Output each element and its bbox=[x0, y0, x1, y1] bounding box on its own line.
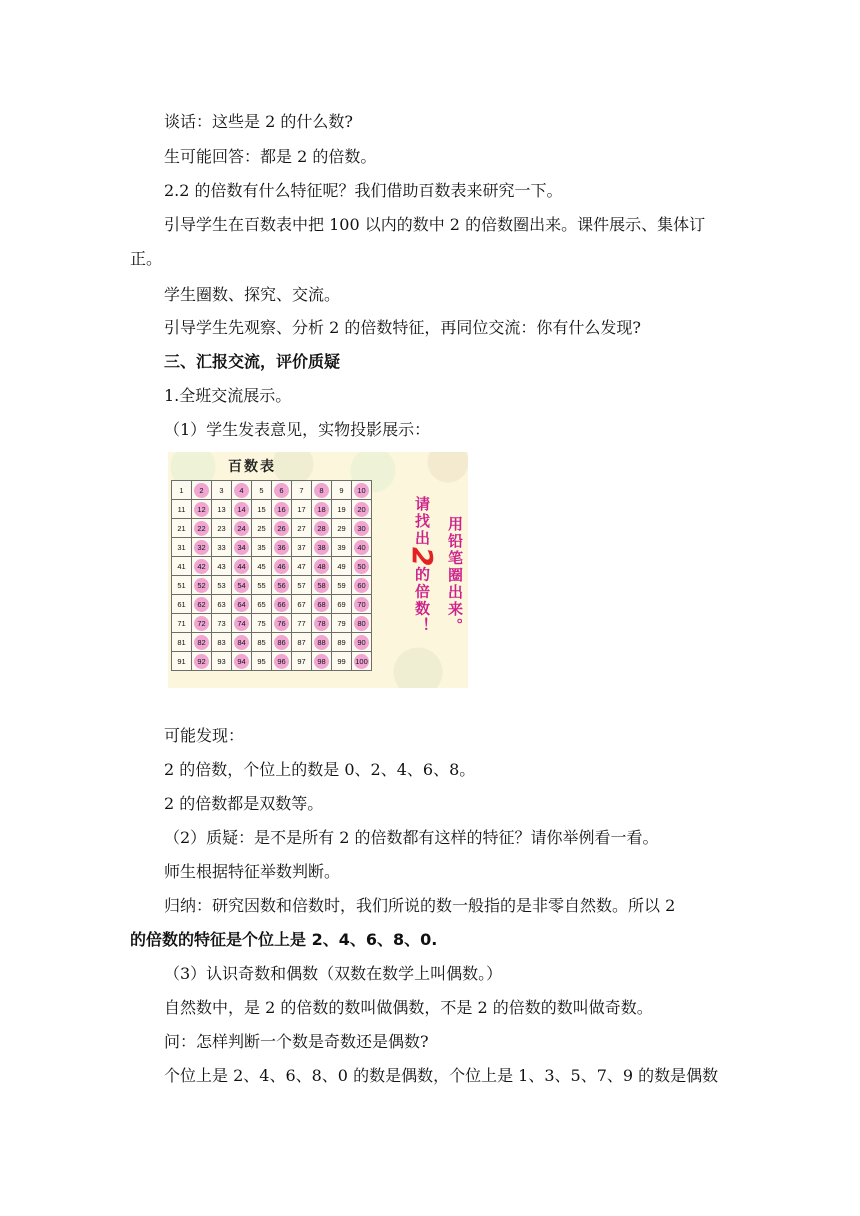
prompt-find: 请找出2的倍数！ bbox=[406, 496, 439, 635]
grid-cell bbox=[212, 500, 232, 519]
grid-number: 47 bbox=[297, 561, 306, 571]
grid-number: 89 bbox=[337, 637, 346, 647]
text-line: 2.2 的倍数有什么特征呢？我们借助百数表来研究一下。 bbox=[164, 181, 563, 200]
grid-number: 19 bbox=[337, 504, 346, 514]
grid-number: 54 bbox=[234, 578, 249, 593]
grid-cell bbox=[192, 633, 212, 652]
grid-cell bbox=[232, 652, 252, 671]
grid-number: 76 bbox=[274, 616, 289, 631]
grid-number: 21 bbox=[177, 523, 186, 533]
grid-cell bbox=[312, 500, 332, 519]
grid-number: 73 bbox=[217, 618, 226, 628]
grid-cell bbox=[312, 576, 332, 595]
grid-cell bbox=[312, 557, 332, 576]
grid-number: 79 bbox=[337, 618, 346, 628]
grid-number: 37 bbox=[297, 542, 306, 552]
grid-number: 59 bbox=[337, 580, 346, 590]
grid-cell bbox=[252, 557, 272, 576]
grid-cell bbox=[332, 595, 352, 614]
grid-number: 28 bbox=[314, 521, 329, 536]
grid-number: 72 bbox=[194, 616, 209, 631]
hundred-grid bbox=[171, 480, 372, 671]
grid-cell bbox=[212, 633, 232, 652]
grid-number: 42 bbox=[194, 559, 209, 574]
grid-number: 74 bbox=[234, 616, 249, 631]
text-line: （3）认识奇数和偶数（双数在数学上叫偶数。） bbox=[164, 964, 503, 983]
grid-cell bbox=[172, 595, 192, 614]
grid-number: 29 bbox=[337, 523, 346, 533]
grid-cell bbox=[292, 614, 312, 633]
grid-cell bbox=[212, 481, 232, 500]
grid-number: 44 bbox=[234, 559, 249, 574]
grid-number: 46 bbox=[274, 559, 289, 574]
grid-number: 17 bbox=[297, 504, 306, 514]
grid-number: 86 bbox=[274, 635, 289, 650]
grid-cell bbox=[312, 595, 332, 614]
grid-number: 45 bbox=[257, 561, 266, 571]
grid-number: 88 bbox=[314, 635, 329, 650]
grid-cell bbox=[252, 652, 272, 671]
grid-number: 85 bbox=[257, 637, 266, 647]
grid-row bbox=[172, 614, 372, 633]
grid-number: 62 bbox=[194, 597, 209, 612]
grid-number: 98 bbox=[314, 654, 329, 669]
grid-cell bbox=[192, 576, 212, 595]
grid-cell bbox=[292, 595, 312, 614]
grid-number: 40 bbox=[354, 540, 369, 555]
grid-number: 38 bbox=[314, 540, 329, 555]
grid-number: 95 bbox=[257, 656, 266, 666]
hundred-chart-image bbox=[168, 452, 468, 688]
grid-number: 82 bbox=[194, 635, 209, 650]
grid-number: 6 bbox=[274, 483, 289, 498]
grid-cell bbox=[192, 500, 212, 519]
grid-cell bbox=[332, 557, 352, 576]
grid-number: 26 bbox=[274, 521, 289, 536]
grid-cell bbox=[272, 576, 292, 595]
grid-cell bbox=[212, 519, 232, 538]
grid-cell bbox=[272, 481, 292, 500]
grid-cell bbox=[312, 614, 332, 633]
text-line: 谈话：这些是 2 的什么数? bbox=[164, 112, 353, 131]
grid-cell bbox=[232, 595, 252, 614]
text-line: 1.全班交流展示。 bbox=[164, 386, 292, 405]
grid-cell bbox=[232, 633, 252, 652]
grid-cell bbox=[272, 633, 292, 652]
grid-cell bbox=[172, 652, 192, 671]
grid-number: 16 bbox=[274, 502, 289, 517]
grid-number: 69 bbox=[337, 599, 346, 609]
grid-row bbox=[172, 519, 372, 538]
grid-number: 43 bbox=[217, 561, 226, 571]
grid-cell bbox=[312, 519, 332, 538]
grid-cell bbox=[352, 538, 372, 557]
grid-cell bbox=[292, 652, 312, 671]
grid-number: 99 bbox=[337, 656, 346, 666]
grid-row bbox=[172, 633, 372, 652]
grid-cell bbox=[312, 538, 332, 557]
grid-cell bbox=[332, 652, 352, 671]
grid-number: 58 bbox=[314, 578, 329, 593]
grid-number: 49 bbox=[337, 561, 346, 571]
grid-number: 56 bbox=[274, 578, 289, 593]
grid-number: 70 bbox=[354, 597, 369, 612]
grid-cell bbox=[192, 557, 212, 576]
grid-number: 84 bbox=[234, 635, 249, 650]
grid-cell bbox=[292, 633, 312, 652]
grid-number: 67 bbox=[297, 599, 306, 609]
grid-number: 93 bbox=[217, 656, 226, 666]
grid-cell bbox=[332, 538, 352, 557]
text-line: 归纳：研究因数和倍数时，我们所说的数一般指的是非零自然数。所以 2 bbox=[164, 896, 676, 915]
grid-number: 100 bbox=[354, 654, 369, 669]
grid-cell bbox=[352, 633, 372, 652]
grid-cell bbox=[232, 500, 252, 519]
grid-number: 64 bbox=[234, 597, 249, 612]
grid-number: 39 bbox=[337, 542, 346, 552]
grid-cell bbox=[332, 500, 352, 519]
prompt-circle: 用铅笔圈出来。 bbox=[446, 516, 464, 635]
grid-cell bbox=[352, 500, 372, 519]
grid-number: 12 bbox=[194, 502, 209, 517]
grid-number: 77 bbox=[297, 618, 306, 628]
grid-cell bbox=[192, 519, 212, 538]
grid-cell bbox=[252, 481, 272, 500]
text-line: （2）质疑：是不是所有 2 的倍数都有这样的特征？请你举例看一看。 bbox=[164, 828, 659, 847]
grid-cell bbox=[272, 538, 292, 557]
grid-number: 10 bbox=[354, 483, 369, 498]
grid-number: 33 bbox=[217, 542, 226, 552]
text-line: 个位上是 2、4、6、8、0 的数是偶数，个位上是 1、3、5、7、9 的数是偶数 bbox=[164, 1066, 719, 1085]
grid-cell bbox=[272, 557, 292, 576]
grid-number: 75 bbox=[257, 618, 266, 628]
grid-cell bbox=[212, 614, 232, 633]
text-line: 2 的倍数都是双数等。 bbox=[164, 794, 324, 813]
grid-cell bbox=[272, 652, 292, 671]
grid-cell bbox=[172, 576, 192, 595]
grid-cell bbox=[292, 519, 312, 538]
grid-row bbox=[172, 557, 372, 576]
grid-cell bbox=[232, 614, 252, 633]
grid-number: 32 bbox=[194, 540, 209, 555]
grid-number: 2 bbox=[194, 483, 209, 498]
grid-number: 81 bbox=[177, 637, 186, 647]
grid-cell bbox=[332, 614, 352, 633]
grid-number: 61 bbox=[177, 599, 186, 609]
grid-cell bbox=[172, 633, 192, 652]
grid-cell bbox=[312, 633, 332, 652]
grid-number: 63 bbox=[217, 599, 226, 609]
grid-cell bbox=[212, 557, 232, 576]
grid-row bbox=[172, 576, 372, 595]
grid-number: 20 bbox=[354, 502, 369, 517]
grid-cell bbox=[332, 481, 352, 500]
grid-cell bbox=[292, 538, 312, 557]
grid-number: 96 bbox=[274, 654, 289, 669]
grid-row bbox=[172, 652, 372, 671]
grid-number: 24 bbox=[234, 521, 249, 536]
text-line: 学生圈数、探究、交流。 bbox=[164, 285, 341, 304]
text-line-bold: 的倍数的特征是个位上是 2、4、6、8、0. bbox=[130, 930, 438, 949]
grid-number: 52 bbox=[194, 578, 209, 593]
grid-cell bbox=[172, 614, 192, 633]
grid-number: 1 bbox=[179, 485, 184, 495]
grid-number: 53 bbox=[217, 580, 226, 590]
grid-number: 7 bbox=[299, 485, 304, 495]
grid-number: 57 bbox=[297, 580, 306, 590]
chart-title: 百数表 bbox=[228, 459, 276, 475]
grid-cell bbox=[192, 481, 212, 500]
grid-number: 50 bbox=[354, 559, 369, 574]
text-line: 自然数中，是 2 的倍数的数叫做偶数，不是 2 的倍数的数叫做奇数。 bbox=[164, 998, 653, 1017]
grid-cell bbox=[232, 576, 252, 595]
grid-cell bbox=[252, 519, 272, 538]
grid-cell bbox=[252, 538, 272, 557]
grid-cell bbox=[312, 652, 332, 671]
grid-cell bbox=[232, 481, 252, 500]
grid-cell bbox=[272, 595, 292, 614]
grid-cell bbox=[352, 519, 372, 538]
grid-number: 34 bbox=[234, 540, 249, 555]
grid-cell bbox=[272, 614, 292, 633]
grid-number: 51 bbox=[177, 580, 186, 590]
grid-cell bbox=[212, 538, 232, 557]
grid-cell bbox=[352, 576, 372, 595]
text-line: 师生根据特征举数判断。 bbox=[164, 862, 341, 881]
grid-number: 31 bbox=[177, 542, 186, 552]
grid-number: 18 bbox=[314, 502, 329, 517]
grid-cell bbox=[312, 481, 332, 500]
text-line: 正。 bbox=[130, 249, 163, 268]
grid-cell bbox=[332, 576, 352, 595]
grid-cell bbox=[352, 481, 372, 500]
grid-cell bbox=[352, 652, 372, 671]
grid-cell bbox=[212, 652, 232, 671]
grid-cell bbox=[212, 576, 232, 595]
grid-number: 94 bbox=[234, 654, 249, 669]
grid-number: 91 bbox=[177, 656, 186, 666]
text-line: 可能发现： bbox=[164, 726, 245, 745]
grid-number: 80 bbox=[354, 616, 369, 631]
grid-number: 22 bbox=[194, 521, 209, 536]
grid-cell bbox=[332, 633, 352, 652]
text-line: 问：怎样判断一个数是奇数还是偶数? bbox=[164, 1032, 429, 1051]
grid-cell bbox=[192, 538, 212, 557]
grid-cell bbox=[292, 481, 312, 500]
grid-cell bbox=[352, 595, 372, 614]
grid-number: 9 bbox=[339, 485, 344, 495]
grid-number: 35 bbox=[257, 542, 266, 552]
grid-cell bbox=[352, 614, 372, 633]
grid-number: 8 bbox=[314, 483, 329, 498]
text-line: （1）学生发表意见，实物投影展示： bbox=[164, 420, 431, 439]
grid-number: 11 bbox=[177, 504, 186, 514]
grid-cell bbox=[172, 557, 192, 576]
grid-cell bbox=[232, 538, 252, 557]
grid-number: 66 bbox=[274, 597, 289, 612]
grid-number: 90 bbox=[354, 635, 369, 650]
text-line: 引导学生先观察、分析 2 的倍数特征，再同位交流：你有什么发现? bbox=[164, 318, 641, 337]
grid-cell bbox=[252, 595, 272, 614]
grid-row bbox=[172, 481, 372, 500]
text-line: 2 的倍数，个位上的数是 0、2、4、6、8。 bbox=[164, 760, 476, 779]
grid-number: 48 bbox=[314, 559, 329, 574]
grid-cell bbox=[232, 557, 252, 576]
grid-number: 30 bbox=[354, 521, 369, 536]
grid-number: 60 bbox=[354, 578, 369, 593]
grid-cell bbox=[332, 519, 352, 538]
grid-number: 97 bbox=[297, 656, 306, 666]
grid-cell bbox=[172, 538, 192, 557]
grid-number: 23 bbox=[217, 523, 226, 533]
grid-number: 3 bbox=[219, 485, 224, 495]
grid-number: 68 bbox=[314, 597, 329, 612]
grid-number: 71 bbox=[177, 618, 186, 628]
text-line: 引导学生在百数表中把 100 以内的数中 2 的倍数圈出来。课件展示、集体订 bbox=[164, 215, 706, 234]
grid-cell bbox=[212, 595, 232, 614]
grid-cell bbox=[192, 614, 212, 633]
grid-number: 5 bbox=[259, 485, 264, 495]
grid-number: 78 bbox=[314, 616, 329, 631]
grid-cell bbox=[292, 557, 312, 576]
grid-cell bbox=[292, 576, 312, 595]
grid-number: 4 bbox=[234, 483, 249, 498]
grid-row bbox=[172, 595, 372, 614]
grid-cell bbox=[192, 652, 212, 671]
grid-cell bbox=[172, 481, 192, 500]
grid-cell bbox=[252, 500, 272, 519]
grid-number: 55 bbox=[257, 580, 266, 590]
grid-number: 25 bbox=[257, 523, 266, 533]
grid-cell bbox=[252, 614, 272, 633]
grid-row bbox=[172, 538, 372, 557]
grid-number: 65 bbox=[257, 599, 266, 609]
grid-number: 27 bbox=[297, 523, 306, 533]
grid-cell bbox=[352, 557, 372, 576]
grid-number: 87 bbox=[297, 637, 306, 647]
grid-cell bbox=[172, 519, 192, 538]
grid-number: 14 bbox=[234, 502, 249, 517]
grid-cell bbox=[232, 519, 252, 538]
grid-number: 41 bbox=[177, 561, 186, 571]
grid-cell bbox=[192, 595, 212, 614]
grid-number: 83 bbox=[217, 637, 226, 647]
section-heading: 三、汇报交流，评价质疑 bbox=[164, 352, 341, 371]
grid-cell bbox=[252, 633, 272, 652]
grid-number: 13 bbox=[217, 504, 226, 514]
grid-number: 36 bbox=[274, 540, 289, 555]
grid-number: 92 bbox=[194, 654, 209, 669]
grid-cell bbox=[252, 576, 272, 595]
grid-cell bbox=[272, 500, 292, 519]
grid-cell bbox=[292, 500, 312, 519]
grid-cell bbox=[272, 519, 292, 538]
grid-cell bbox=[172, 500, 192, 519]
grid-number: 15 bbox=[257, 504, 266, 514]
text-line: 生可能回答：都是 2 的倍数。 bbox=[164, 147, 377, 166]
grid-row bbox=[172, 500, 372, 519]
